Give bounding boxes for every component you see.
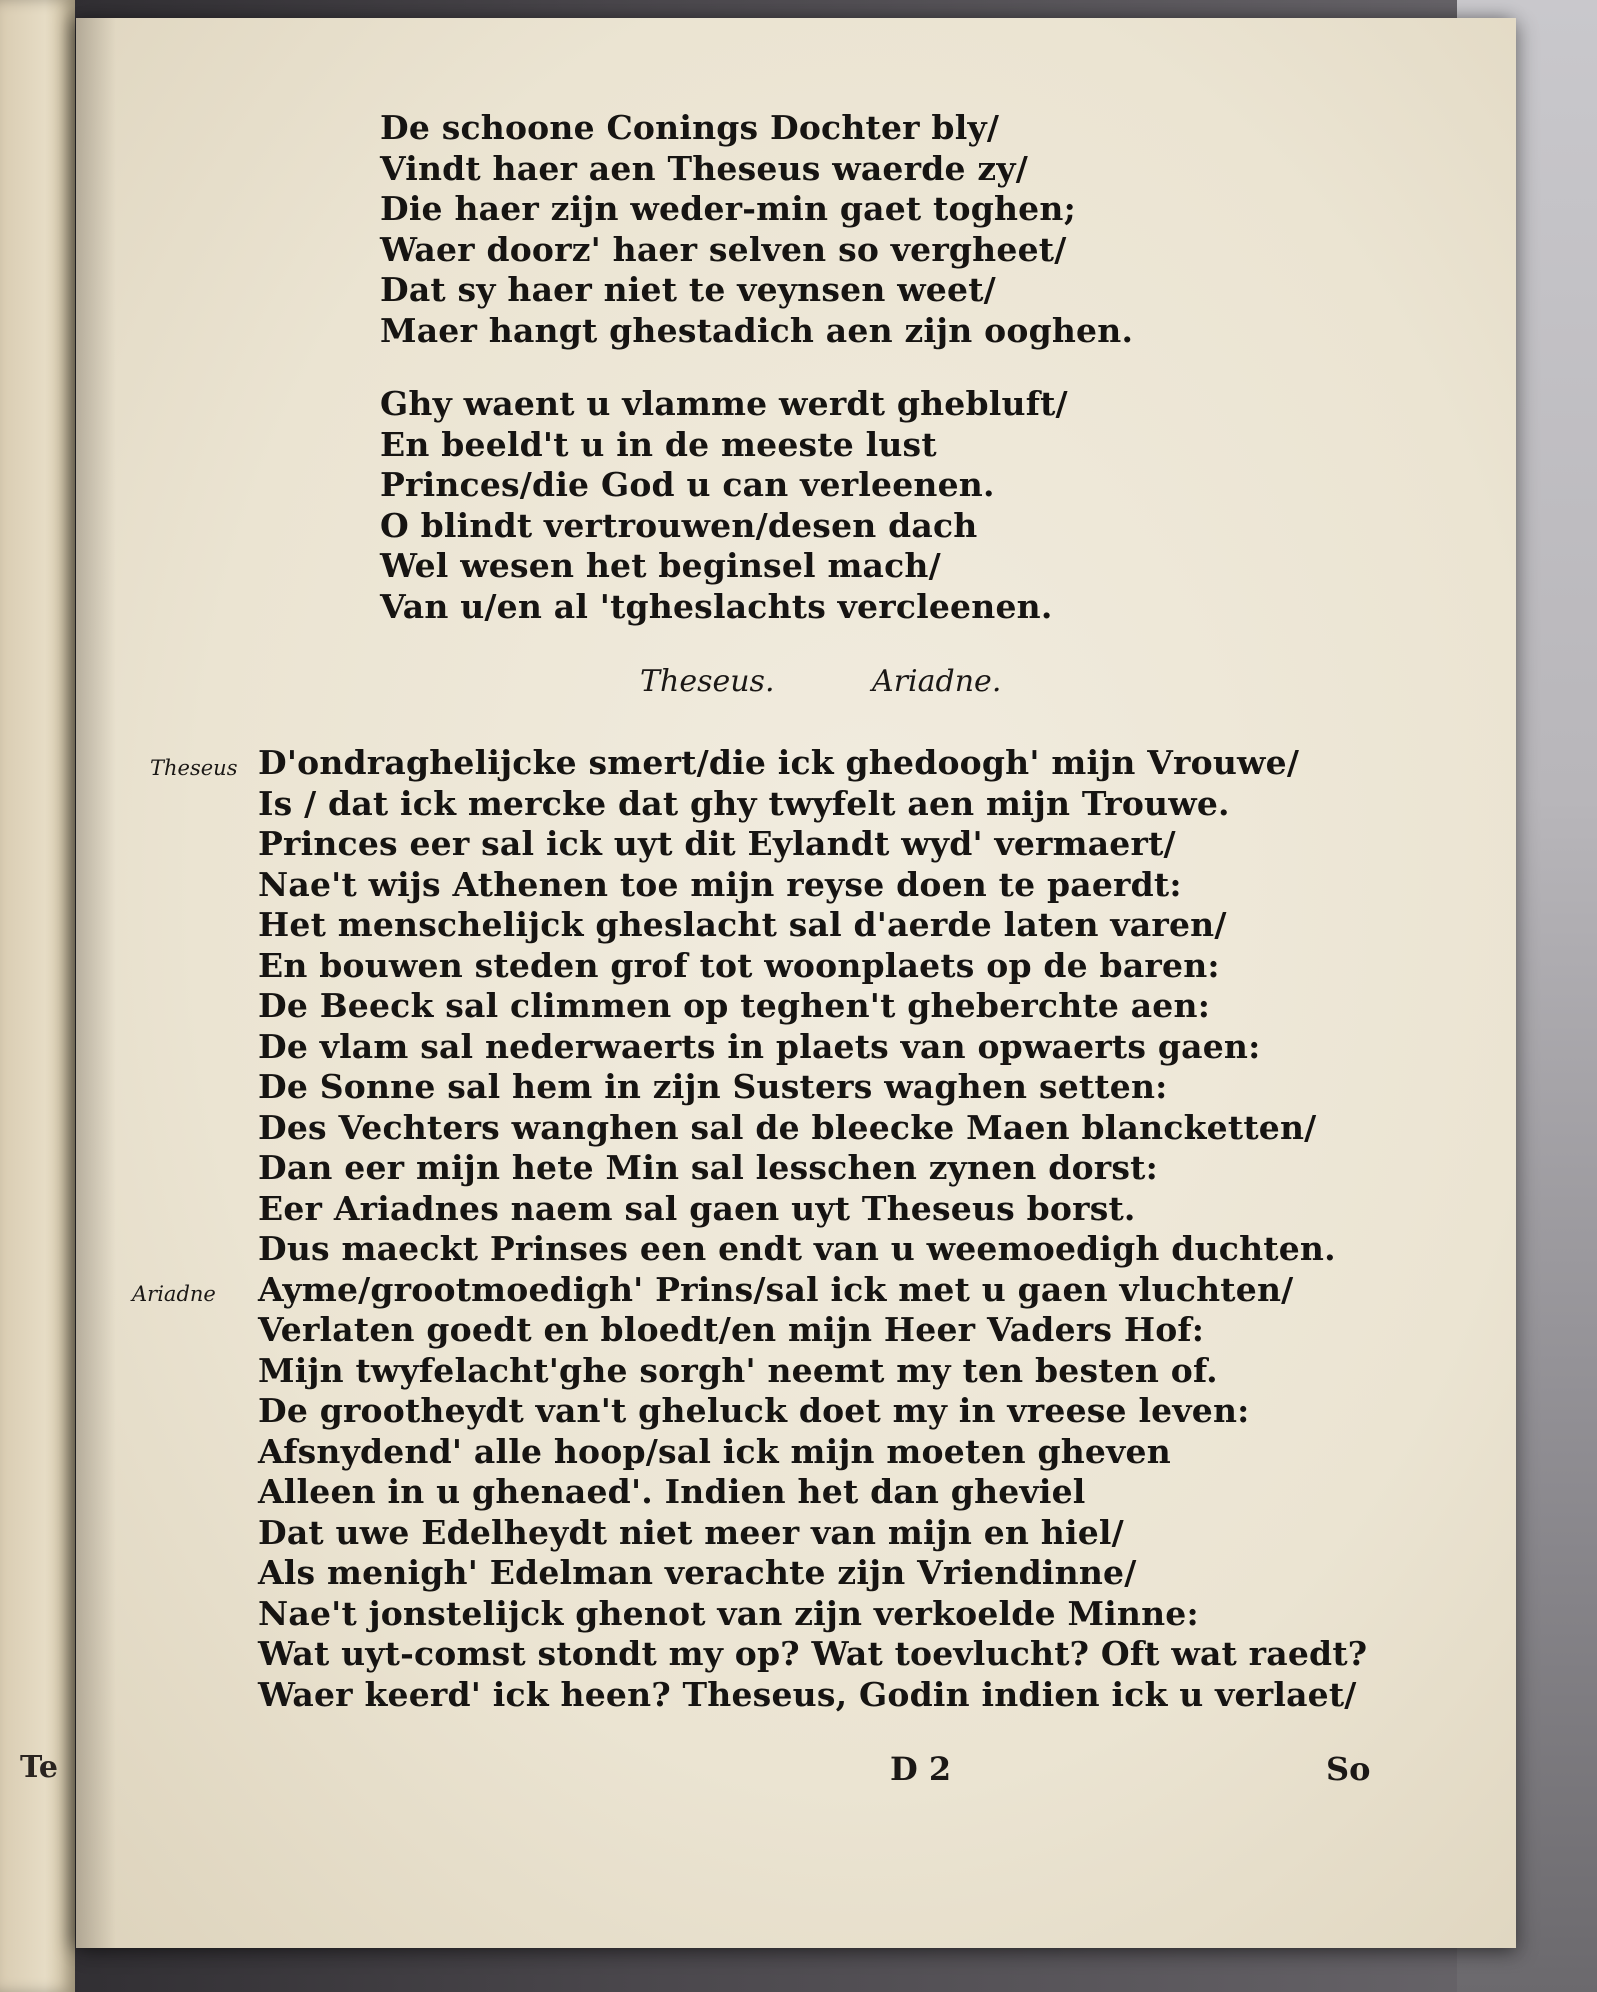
stanza-line: Ghy waent u vlamme werdt ghebluft/ <box>380 384 1068 423</box>
signature-mark: D 2 <box>890 1750 952 1788</box>
stanza-line: Die haer zijn weder-min gaet toghen; <box>380 189 1076 228</box>
dialogue-line: D'ondraghelijcke smert/die ick ghedoogh' mijn Vrouwe/ <box>258 743 1300 782</box>
dialogue-line: Alleen in u ghenaed'. Indien het dan gheviel <box>258 1472 1086 1511</box>
dialogue-line: Is / dat ick mercke dat ghy twyfelt aen mijn Trouwe. <box>258 783 1230 823</box>
dialogue-line: Verlaten goedt en bloedt/en mijn Heer Vaders Hof: <box>258 1310 1205 1349</box>
dialogue-line: De Beeck sal climmen op teghen't gheberchte aen: <box>258 986 1211 1025</box>
dialogue-block <box>258 743 1367 1715</box>
dialogue-line: Dat uwe Edelheydt niet meer van mijn en hiel/ <box>258 1512 1124 1552</box>
dialogue-line: De grootheydt van't gheluck doet my in vreese leven: <box>258 1391 1250 1430</box>
stanza-1 <box>380 108 1133 351</box>
speaker-label-theseus: Theseus <box>150 756 238 780</box>
stanza-line: Maer hangt ghestadich aen zijn ooghen. <box>380 310 1134 350</box>
dialogue-line: Princes eer sal ick uyt dit Eylandt wyd' vermaert/ <box>258 824 1176 863</box>
dialogue-line: Als menigh' Edelman verachte zijn Vriendinne/ <box>258 1553 1137 1592</box>
dialogue-line: Nae't wijs Athenen toe mijn reyse doen te paerdt: <box>258 864 1182 904</box>
dialogue-line: En bouwen steden grof tot woonplaets op de baren: <box>258 945 1220 985</box>
stanza-line: Vindt haer aen Theseus waerde zy/ <box>380 148 1028 188</box>
dialogue-line: Des Vechters wanghen sal de bleecke Maen blancketten/ <box>258 1107 1317 1147</box>
heading-theseus: Theseus. <box>640 664 775 699</box>
catchword: So <box>1326 1750 1371 1788</box>
heading-ariadne: Ariadne. <box>872 664 1002 699</box>
left-page-edge <box>0 0 75 1992</box>
stanza-line: Dat sy haer niet te veynsen weet/ <box>380 270 996 309</box>
stanza-line: Princes/die God u can verleenen. <box>380 465 995 504</box>
stanza-line: Van u/en al 'tgheslachts vercleenen. <box>380 586 1053 626</box>
stanza-line: O blindt vertrouwen/desen dach <box>380 505 978 545</box>
dialogue-line: Eer Ariadnes naem sal gaen uyt Theseus borst. <box>258 1188 1136 1228</box>
dialogue-line: Het menschelijck gheslacht sal d'aerde laten varen/ <box>258 905 1227 944</box>
dialogue-line: De Sonne sal hem in zijn Susters waghen setten: <box>258 1067 1168 1106</box>
dialogue-line: Nae't jonstelijck ghenot van zijn verkoelde Minne: <box>258 1593 1199 1633</box>
stanza-line: En beeld't u in de meeste lust <box>380 424 937 464</box>
scene-heading <box>640 664 1001 699</box>
stanza-2 <box>380 384 1068 627</box>
left-page-fragment: Te <box>20 1750 58 1785</box>
dialogue-line: Waer keerd' ick heen? Theseus, Godin indien ick u verlaet/ <box>258 1674 1357 1714</box>
stanza-line: De schoone Conings Dochter bly/ <box>380 108 1000 147</box>
dialogue-line: Dan eer mijn hete Min sal lesschen zynen dorst: <box>258 1148 1158 1187</box>
dialogue-line: Ayme/grootmoedigh' Prins/sal ick met u gaen vluchten/ <box>258 1269 1294 1309</box>
stanza-line: Wel wesen het beginsel mach/ <box>380 546 941 585</box>
dialogue-line: De vlam sal nederwaerts in plaets van opwaerts gaen: <box>258 1026 1261 1066</box>
dialogue-line: Afsnydend' alle hoop/sal ick mijn moeten gheven <box>258 1431 1171 1471</box>
dialogue-line: Wat uyt-comst stondt my op? Wat toevlucht? Oft wat raedt? <box>258 1634 1368 1673</box>
dialogue-line: Mijn twyfelacht'ghe sorgh' neemt my ten besten of. <box>258 1350 1218 1390</box>
stanza-line: Waer doorz' haer selven so vergheet/ <box>380 229 1067 269</box>
speaker-label-ariadne: Ariadne <box>132 1282 216 1306</box>
dialogue-line: Dus maeckt Prinses een endt van u weemoedigh duchten. <box>258 1229 1336 1268</box>
